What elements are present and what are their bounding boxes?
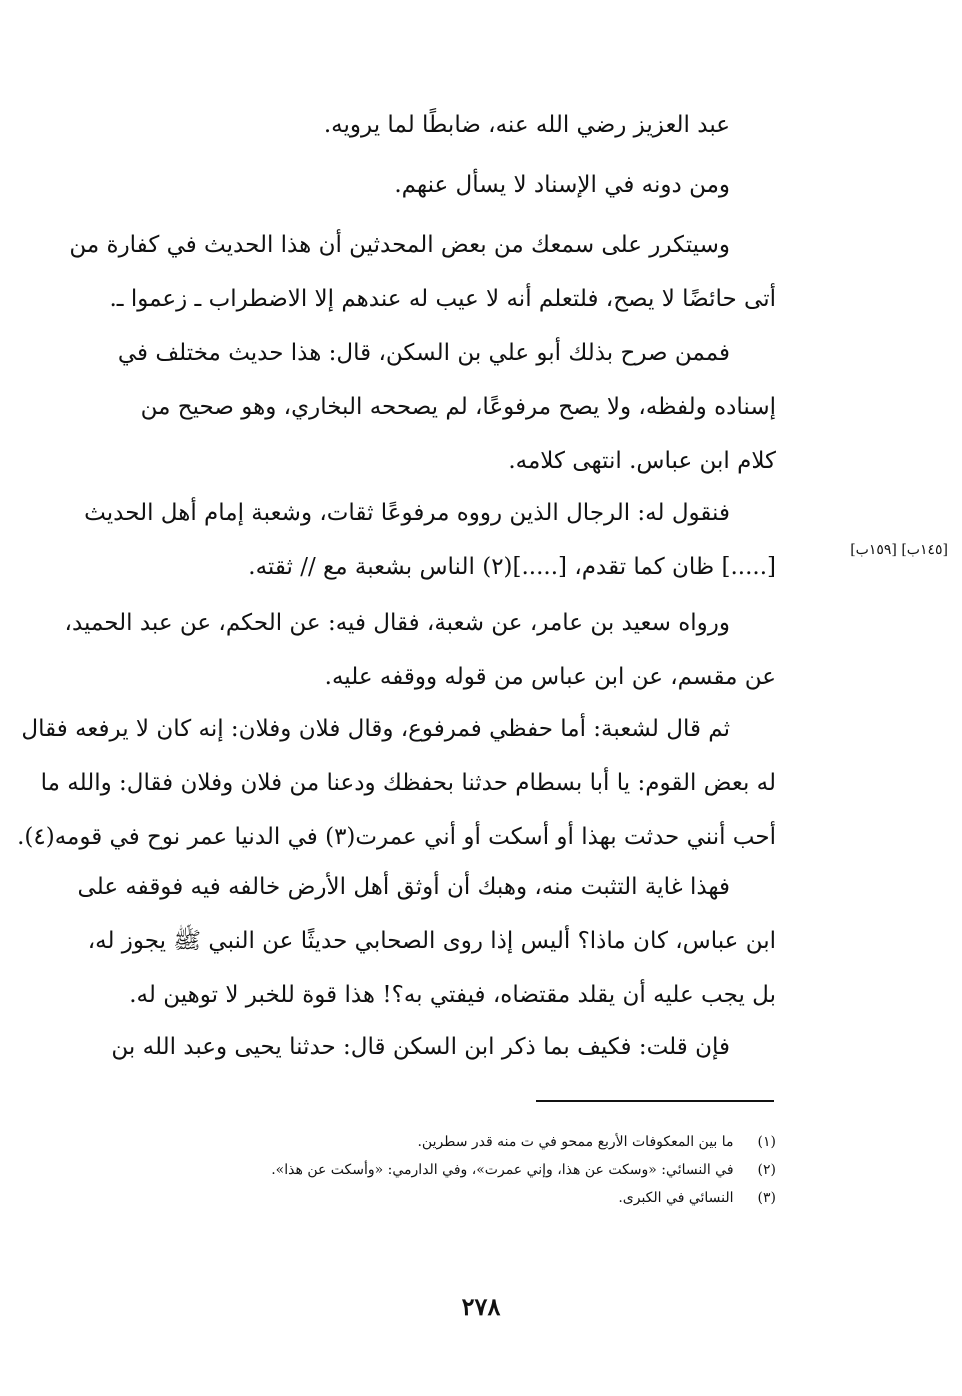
text-line: أحب أنني حدثت بهذا أو أسكت أو أني عمرت(٣) في الدنيا عمر نوح في قومه(٤). [17,824,776,850]
footnote-text: ما بين المعكوفات الأربع ممحو في ت منه قدر سطرين. [417,1134,734,1150]
text-line: إسناده ولفظه، ولا يصح مرفوعًا، لم يصححه البخاري، وهو صحيح من [140,394,776,420]
footnotes [180,1128,776,1212]
text-line: فهذا غاية التثبت منه، وهبك أن أوثق أهل الأرض خالفه فيه فوقفه على [77,874,730,900]
page-number: ٢٧٨ [461,1292,501,1321]
footnote-number: (٣) [757,1190,776,1206]
footnote-number: (٢) [757,1162,776,1178]
text-line: ثم قال لشعبة: أما حفظي فمرفوع، وقال فلان وفلان: إنه كان لا يرفعه فقال [21,716,730,742]
paragraph-3 [58,218,776,326]
text-line: له بعض القوم: يا أبا بسطام حدثنا بحفظك ودعنا من فلان وفلان فقال: والله ما [40,770,776,796]
text-line: وسيتكرر على سمعك من بعض المحدثين أن هذا الحديث في كفارة من [69,232,730,258]
text-line: عبد العزيز رضي الله عنه، ضابطًا لما يرويه. [323,112,730,138]
footnote-1 [180,1128,776,1156]
text-line: فممن صرح بذلك أبو علي بن السكن، قال: هذا حديث مختلف في [117,340,730,366]
footnote-text: في النسائي: «وسكت عن هذا، وإني عمرت»، وفي الدارمي: «وأسكت عن هذا». [271,1162,734,1178]
footnote-3 [180,1184,776,1212]
text-line: فإن قلت: فكيف بما ذكر ابن السكن قال: حدثنا يحيى وعبد الله بن [111,1034,730,1060]
text-line: ابن عباس، كان ماذا؟ أليس إذا روى الصحابي حديثًا عن النبي ﷺ يجوز له، [87,928,776,954]
footnote-separator [536,1100,774,1102]
paragraph-2 [58,158,776,212]
paragraph-7 [17,702,776,864]
footnote-number: (١) [757,1134,776,1150]
text-line: [.....] ظان كما تقدم، [.....](٢) الناس بشعبة مع // ثقته. [248,554,776,580]
text-line: عن مقسم، عن ابن عباس من قوله ووقفه عليه. [324,664,776,690]
text-line: بل يجب عليه أن يقلد مقتضاه، فيفتي به؟! هذا قوة للخبر لا توهين له. [129,982,776,1008]
text-line: أتى حائضًا لا يصح، فلتعلم أنه لا عيب له عندهم إلا الاضطراب ـ زعموا ـ. [109,286,776,312]
footnote-2 [180,1156,776,1184]
paragraph-4 [58,326,776,488]
text-line: ورواه سعيد بن عامر، عن شعبة، فقال فيه: عن الحكم، عن عبد الحميد، [64,610,730,636]
footnote-text: النسائي في الكبرى. [618,1190,734,1206]
text-line: كلام ابن عباس. انتهى كلامه. [508,448,776,474]
paragraph-6 [58,596,776,704]
text-line: ومن دونه في الإسناد لا يسأل عنهم. [394,172,730,198]
text-line: فنقول له: الرجال الذين رووه مرفوعًا ثقات، وشعبة إمام أهل الحديث [84,500,730,526]
paragraph-8 [58,860,776,1022]
paragraph-1 [58,98,776,152]
manuscript-folio-reference: [١٤٥ب] [١٥٩ب] [850,542,948,558]
paragraph-9 [58,1020,776,1074]
paragraph-5 [58,486,776,594]
